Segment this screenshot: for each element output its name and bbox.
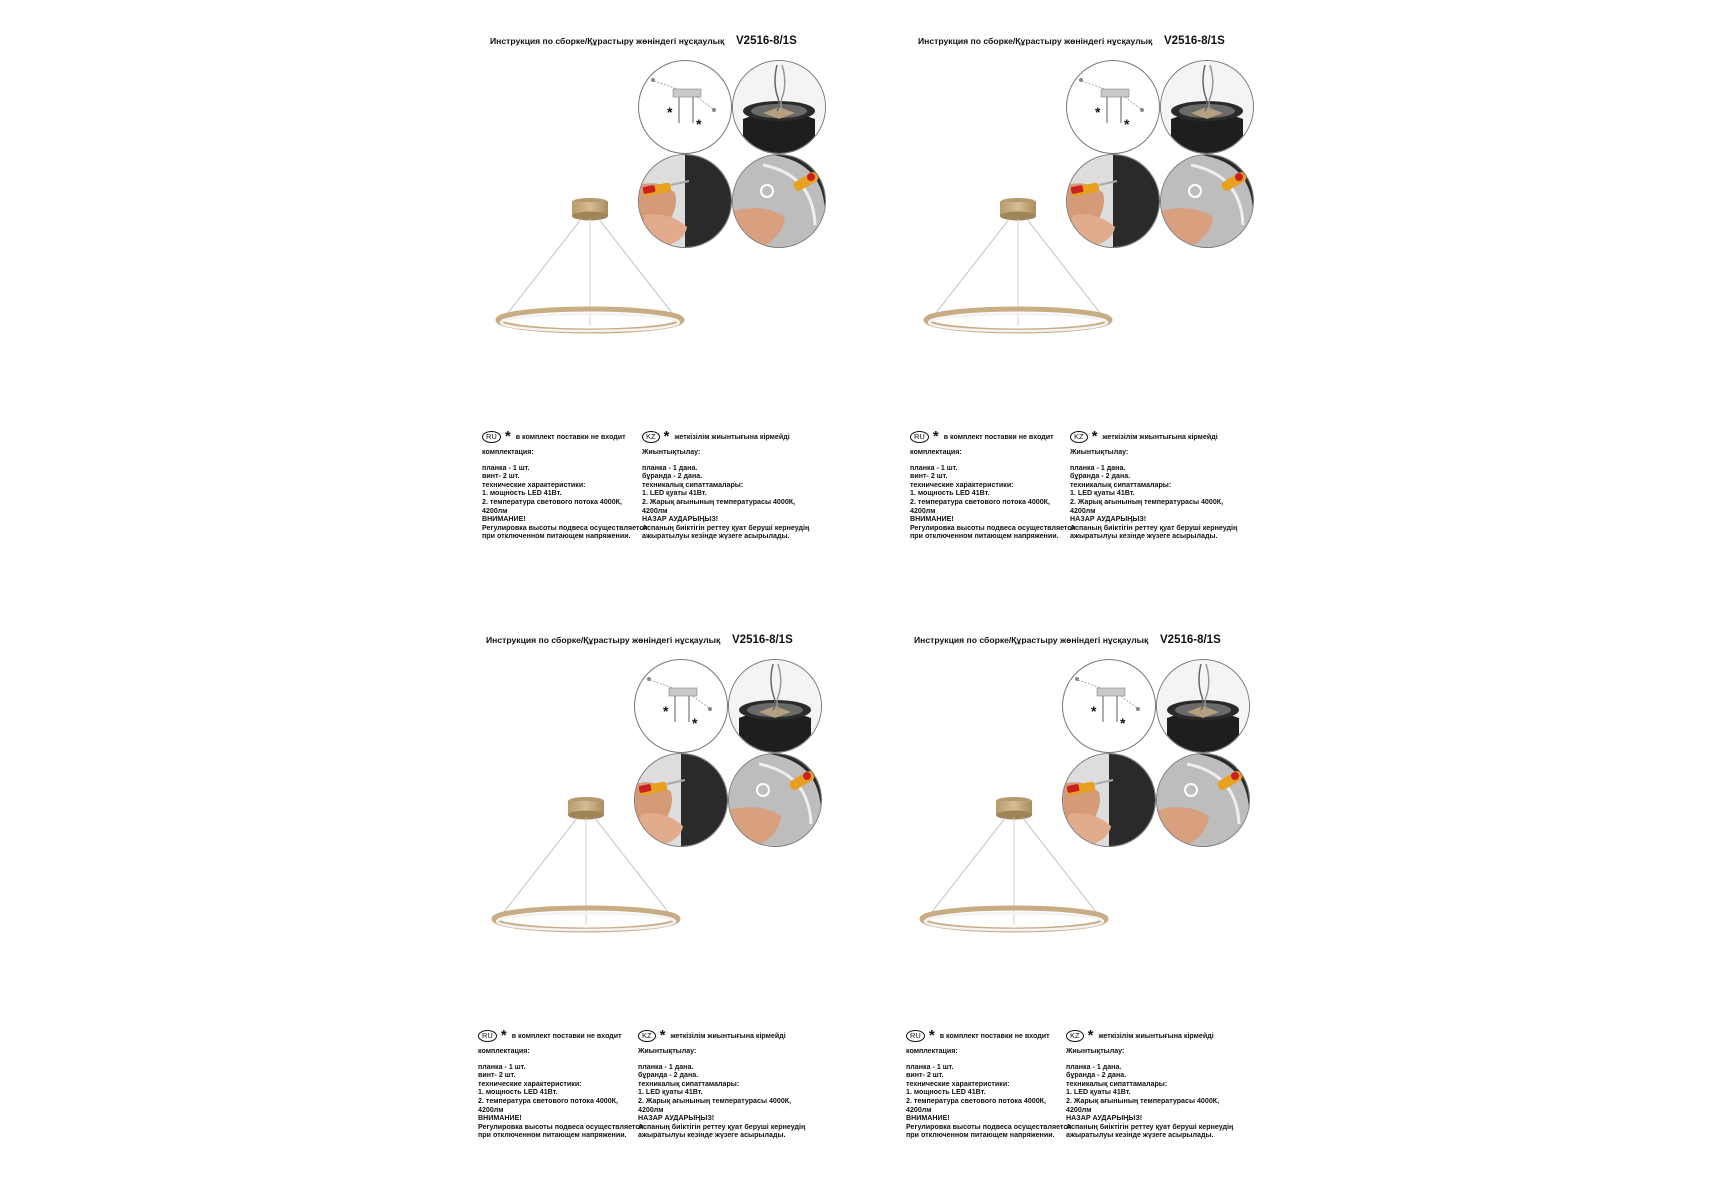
title-text: Инструкция по сборке/Құрастыру жөніндегі нұсқаулық <box>490 36 725 46</box>
tech-line: 2. температура светового потока 4000К, <box>906 1096 1046 1105</box>
warning-label: ВНИМАНИЕ! <box>910 515 954 524</box>
suspension-wire-left <box>500 817 578 917</box>
spec-kz-header <box>1070 430 1240 444</box>
asterisk-mark-left: * <box>1091 703 1097 719</box>
title-text: Инструкция по сборке/Құрастыру жөніндегі нұсқаулық <box>486 635 721 645</box>
instruction-panel-4 <box>906 634 1334 1190</box>
kit-line: планка - 1 дана. <box>638 1062 694 1071</box>
spec-ru <box>910 430 1080 541</box>
asterisk-mark-right: * <box>1124 116 1130 132</box>
spec-kz-header <box>638 1029 808 1043</box>
kit-line: планка - 1 шт. <box>906 1062 954 1071</box>
title-text: Инструкция по сборке/Құрастыру жөніндегі нұсқаулық <box>914 635 1149 645</box>
kit-line: бұранда - 2 дана. <box>638 1071 699 1080</box>
warning-line: ажыратылуы кезінде жүзеге асырылады. <box>1066 1131 1214 1140</box>
tech-line: 4200лм <box>482 506 508 515</box>
warning-line: Аспаның биіктігін реттеу қуат беруші кернеудің <box>1066 1122 1234 1131</box>
tech-line: 4200лм <box>478 1105 504 1114</box>
step-wiring <box>1156 659 1250 753</box>
not-included-note: жеткізілім жиынтығына кірмейді <box>674 432 790 441</box>
kit-label: комплектация: <box>910 448 962 456</box>
warning-label: НАЗАР АУДАРЫҢЫЗ! <box>638 1114 715 1123</box>
model-number: V2516-8/1S <box>732 634 793 646</box>
kit-label: комплектация: <box>906 1047 958 1055</box>
tech-label: техникалық сипаттамалары: <box>642 480 744 489</box>
not-included-note: жеткізілім жиынтығына кірмейді <box>1102 432 1218 441</box>
kit-label: комплектация: <box>482 448 534 456</box>
tech-label: техникалық сипаттамалары: <box>1070 480 1172 489</box>
kit-label: Жиынтықтылау: <box>642 448 701 456</box>
not-included-note: в комплект поставки не входит <box>515 432 626 441</box>
tech-line: 1. LED қуаты 41Вт. <box>638 1088 703 1097</box>
warning-label: НАЗАР АУДАРЫҢЫЗ! <box>642 515 719 524</box>
suspension-wire-left <box>928 817 1006 917</box>
asterisk-mark-right: * <box>696 116 702 132</box>
tech-label: техникалық сипаттамалары: <box>1066 1079 1168 1088</box>
tech-line: 2. температура светового потока 4000К, <box>478 1096 618 1105</box>
step-wiring <box>728 659 822 753</box>
step-screwdriver-ring <box>1156 753 1250 847</box>
step-screwdriver-ring <box>728 753 822 847</box>
warning-line: при отключенном питающем напряжении. <box>906 1131 1055 1140</box>
instruction-panel-3 <box>478 634 906 1190</box>
not-included-note: в комплект поставки не входит <box>939 1031 1050 1040</box>
tech-line: 2. температура светового потока 4000К, <box>482 497 622 506</box>
asterisk-mark-left: * <box>663 703 669 719</box>
tech-line: 1. мощность LED 41Вт. <box>910 489 990 498</box>
step-mounting-bar <box>638 60 732 154</box>
spec-kz <box>1066 1029 1236 1140</box>
spec-ru-header <box>478 1029 648 1043</box>
warning-line: Аспаның биіктігін реттеу қуат беруші кернеудің <box>1070 523 1238 532</box>
model-number: V2516-8/1S <box>1160 634 1221 646</box>
warning-label: НАЗАР АУДАРЫҢЫЗ! <box>1070 515 1147 524</box>
step-mounting-bar <box>634 659 728 753</box>
tech-label: технические характеристики: <box>906 1079 1010 1088</box>
spec-kz-header <box>642 430 812 444</box>
tech-line: 4200лм <box>638 1105 664 1114</box>
asterisk-mark-right: * <box>1120 715 1126 731</box>
warning-line: Регулировка высоты подвеса осуществляется <box>482 523 648 532</box>
not-included-note: в комплект поставки не входит <box>511 1031 622 1040</box>
tech-label: технические характеристики: <box>478 1079 582 1088</box>
tech-line: 4200лм <box>642 506 668 515</box>
warning-line: Аспаның биіктігін реттеу қуат беруші кернеудің <box>642 523 810 532</box>
warning-line: при отключенном питающем напряжении. <box>478 1131 627 1140</box>
model-number: V2516-8/1S <box>736 35 797 47</box>
asterisk-mark-right: * <box>692 715 698 731</box>
language-badge-ru: RU <box>906 1030 925 1042</box>
asterisk-mark-left: * <box>667 104 673 120</box>
language-badge-ru: RU <box>910 431 929 443</box>
language-badge-kz: KZ <box>1070 431 1088 443</box>
instruction-title <box>486 635 720 645</box>
instruction-title <box>490 36 724 46</box>
kit-line: планка - 1 шт. <box>478 1062 526 1071</box>
warning-line: Регулировка высоты подвеса осуществляется <box>906 1122 1072 1131</box>
spec-ru-header <box>906 1029 1076 1043</box>
kit-line: планка - 1 шт. <box>482 463 530 472</box>
warning-line: ажыратылуы кезінде жүзеге асырылады. <box>642 532 790 541</box>
assembly-steps <box>1062 659 1250 847</box>
suspension-wire-left <box>504 218 582 318</box>
warning-line: при отключенном питающем напряжении. <box>910 532 1059 541</box>
kit-line: планка - 1 дана. <box>1066 1062 1122 1071</box>
kit-line: винт- 2 шт. <box>906 1071 944 1080</box>
spec-kz <box>1070 430 1240 541</box>
warning-label: НАЗАР АУДАРЫҢЫЗ! <box>1066 1114 1143 1123</box>
instruction-panel-1 <box>482 35 910 591</box>
warning-line: Регулировка высоты подвеса осуществляется <box>478 1122 644 1131</box>
not-included-note: в комплект поставки не входит <box>943 432 1054 441</box>
kit-line: бұранда - 2 дана. <box>1070 472 1131 481</box>
assembly-steps <box>638 60 826 248</box>
not-included-note: жеткізілім жиынтығына кірмейді <box>670 1031 786 1040</box>
step-mounting-bar <box>1066 60 1160 154</box>
tech-label: технические характеристики: <box>482 480 586 489</box>
kit-line: бұранда - 2 дана. <box>1066 1071 1127 1080</box>
tech-line: 4200лм <box>910 506 936 515</box>
tech-line: 1. мощность LED 41Вт. <box>478 1088 558 1097</box>
asterisk-mark-left: * <box>1095 104 1101 120</box>
asterisk-icon: * <box>659 1027 666 1044</box>
instruction-title <box>914 635 1148 645</box>
spec-ru <box>906 1029 1076 1140</box>
step-screwdriver-canopy <box>638 154 732 248</box>
kit-line: бұранда - 2 дана. <box>642 472 703 481</box>
step-screwdriver-canopy <box>1062 753 1156 847</box>
spec-kz <box>638 1029 808 1140</box>
warning-line: ажыратылуы кезінде жүзеге асырылады. <box>1070 532 1218 541</box>
warning-line: при отключенном питающем напряжении. <box>482 532 631 541</box>
asterisk-icon: * <box>932 428 939 445</box>
kit-line: планка - 1 дана. <box>1070 463 1126 472</box>
warning-line: Аспаның биіктігін реттеу қуат беруші кернеудің <box>638 1122 806 1131</box>
kit-line: планка - 1 шт. <box>910 463 958 472</box>
step-screwdriver-canopy <box>1066 154 1160 248</box>
spec-ru <box>482 430 652 541</box>
language-badge-kz: KZ <box>638 1030 656 1042</box>
not-included-note: жеткізілім жиынтығына кірмейді <box>1098 1031 1214 1040</box>
tech-label: техникалық сипаттамалары: <box>638 1079 740 1088</box>
asterisk-icon: * <box>1087 1027 1094 1044</box>
step-screwdriver-ring <box>1160 154 1254 248</box>
model-number: V2516-8/1S <box>1164 35 1225 47</box>
language-badge-kz: KZ <box>642 431 660 443</box>
tech-line: 1. LED қуаты 41Вт. <box>642 489 707 498</box>
warning-line: Регулировка высоты подвеса осуществляется <box>910 523 1076 532</box>
tech-line: 1. LED қуаты 41Вт. <box>1070 489 1135 498</box>
kit-label: комплектация: <box>478 1047 530 1055</box>
tech-line: 1. LED қуаты 41Вт. <box>1066 1088 1131 1097</box>
warning-label: ВНИМАНИЕ! <box>482 515 526 524</box>
tech-line: 4200лм <box>1066 1105 1092 1114</box>
kit-line: планка - 1 дана. <box>642 463 698 472</box>
kit-label: Жиынтықтылау: <box>638 1047 697 1055</box>
kit-label: Жиынтықтылау: <box>1070 448 1129 456</box>
tech-line: 2. Жарық ағынының температурасы 4000К, <box>1066 1096 1220 1105</box>
language-badge-kz: KZ <box>1066 1030 1084 1042</box>
step-screwdriver-ring <box>732 154 826 248</box>
title-text: Инструкция по сборке/Құрастыру жөніндегі нұсқаулық <box>918 36 1153 46</box>
tech-line: 2. Жарық ағынының температурасы 4000К, <box>1070 497 1224 506</box>
asterisk-icon: * <box>500 1027 507 1044</box>
warning-label: ВНИМАНИЕ! <box>478 1114 522 1123</box>
warning-label: ВНИМАНИЕ! <box>906 1114 950 1123</box>
step-wiring <box>732 60 826 154</box>
asterisk-icon: * <box>928 1027 935 1044</box>
kit-line: винт- 2 шт. <box>482 472 520 481</box>
warning-line: ажыратылуы кезінде жүзеге асырылады. <box>638 1131 786 1140</box>
assembly-steps <box>634 659 822 847</box>
step-mounting-bar <box>1062 659 1156 753</box>
tech-line: 2. Жарық ағынының температурасы 4000К, <box>642 497 796 506</box>
language-badge-ru: RU <box>478 1030 497 1042</box>
tech-label: технические характеристики: <box>910 480 1014 489</box>
instruction-title <box>918 36 1152 46</box>
kit-label: Жиынтықтылау: <box>1066 1047 1125 1055</box>
spec-kz <box>642 430 812 541</box>
instruction-panel-2 <box>910 35 1338 591</box>
asterisk-icon: * <box>663 428 670 445</box>
language-badge-ru: RU <box>482 431 501 443</box>
tech-line: 2. Жарық ағынының температурасы 4000К, <box>638 1096 792 1105</box>
tech-line: 1. мощность LED 41Вт. <box>482 489 562 498</box>
asterisk-icon: * <box>504 428 511 445</box>
suspension-wire-left <box>932 218 1010 318</box>
kit-line: винт- 2 шт. <box>910 472 948 481</box>
spec-kz-header <box>1066 1029 1236 1043</box>
tech-line: 2. температура светового потока 4000К, <box>910 497 1050 506</box>
kit-line: винт- 2 шт. <box>478 1071 516 1080</box>
spec-ru-header <box>482 430 652 444</box>
assembly-steps <box>1066 60 1254 248</box>
tech-line: 4200лм <box>906 1105 932 1114</box>
asterisk-icon: * <box>1091 428 1098 445</box>
tech-line: 4200лм <box>1070 506 1096 515</box>
step-screwdriver-canopy <box>634 753 728 847</box>
step-wiring <box>1160 60 1254 154</box>
tech-line: 1. мощность LED 41Вт. <box>906 1088 986 1097</box>
spec-ru <box>478 1029 648 1140</box>
spec-ru-header <box>910 430 1080 444</box>
